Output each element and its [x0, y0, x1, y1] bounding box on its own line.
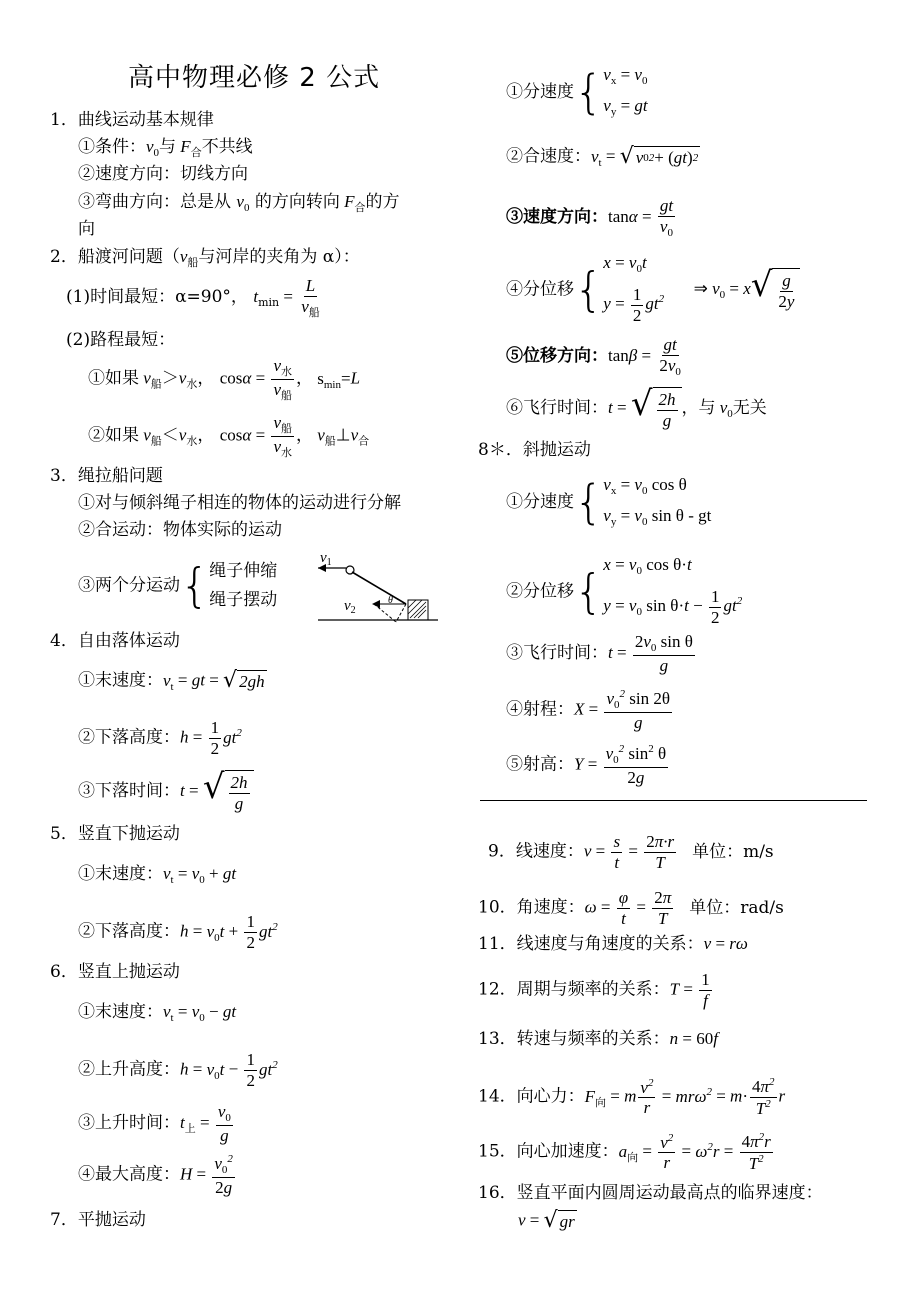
s2-min-path: (2)路程最短： — [66, 330, 176, 350]
s6-max-height: ④最大高度：H = $\frac{v_0^2}{2g}$ — [78, 1153, 233, 1197]
s1-bend-direction: ③弯曲方向：总是从 $v_0$ 的方向转向 $F_合$的方 — [78, 192, 400, 214]
boat-rope-diagram — [314, 548, 440, 624]
q-displacement: ②分位移{ $x = v_0$ cos θ·t $y = v_0$ sin θ·t − $\frac{1}{2}$ $gt^2$ — [506, 555, 743, 627]
p-component-velocity: ①分速度{ $v_x = v_0$ $v_y$ = gt — [506, 65, 648, 120]
s16-critical-velocity-formula: v = √ gr — [518, 1208, 575, 1233]
s3-item-1: ①对与倾斜绳子相连的物体的运动进行分解 — [78, 493, 401, 513]
section-4-heading: 4．自由落体运动 — [50, 631, 180, 651]
s9-linear-velocity: 9．线速度：v = $\frac{s}{t}$ = $\frac{2\pi\cdot r}{T}$ 单位：m/s — [488, 832, 774, 872]
section-3-heading: 3．绳拉船问题 — [50, 466, 163, 486]
section-8-heading: 8＊．斜抛运动 — [478, 440, 591, 460]
s5-fall-height: ②下落高度：$h = v_0t$ + $\frac{1}{2}$ $gt^2$ — [78, 912, 278, 952]
section-1-heading: 1．曲线运动基本规律 — [50, 110, 214, 130]
p-displacement-direction: ⑤位移方向：tanβ = $\frac{gt}{2v_0}$ — [506, 335, 681, 378]
section-divider — [480, 800, 867, 801]
s1-condition: ①条件：$v_0$与 $F_合$不共线 — [78, 137, 253, 159]
s4-final-velocity: ①末速度：$v_t$ = gt = √ 2gh — [78, 668, 265, 693]
s16-critical-velocity-label: 16．竖直平面内圆周运动最高点的临界速度： — [478, 1183, 823, 1203]
section-6-heading: 6．竖直上抛运动 — [50, 962, 180, 982]
s3-item-3: ③两个分运动{ 绳子伸缩 绳子摆动 — [78, 558, 278, 613]
section-7-heading: 7．平抛运动 — [50, 1210, 146, 1230]
q-max-height: ⑤射高：Y = $\frac{v_0^2 \sin^2 \theta}{2g}$ — [506, 743, 667, 787]
s13-speed-frequency: 13．转速与频率的关系：n = 60f — [478, 1029, 718, 1049]
s12-period-frequency: 12．周期与频率的关系：T = $\frac{1}{f}$ — [478, 970, 710, 1010]
s6-rise-height: ②上升高度：$h = v_0t$ − $\frac{1}{2}$ $gt^2$ — [78, 1050, 278, 1090]
rope-line — [352, 572, 406, 604]
s5-final-velocity: ①末速度：$v_t = v_0$ + gt — [78, 864, 237, 886]
section-5-heading: 5．竖直下抛运动 — [50, 824, 180, 844]
s4-fall-height: ②下落高度：h = $\frac{1}{2}$ $gt^2$ — [78, 718, 242, 758]
s10-angular-velocity: 10．角速度：ω = $\frac{\varphi}{t}$ = $\frac{2\pi}{T}$ 单位：rad/s — [478, 888, 784, 928]
section-2-heading: 2．船渡河问题（$v_船$与河岸的夹角为 α）： — [50, 247, 360, 269]
s3-item-2: ②合运动：物体实际的运动 — [78, 520, 282, 540]
q-range: ④射程：X = $\frac{v_0^2 \sin 2\theta}{g}$ — [506, 688, 671, 732]
q-flight-time: ③飞行时间：t = $\frac{2v_0 \sin \theta}{g}$ — [506, 632, 693, 675]
s14-centripetal-force: 14．向心力：$F_向 = m$ $\frac{v^2}{r}$ = mrω$^2$ = m· $\frac{4\pi^2}{T^2}$ r — [478, 1076, 786, 1118]
s4-fall-time: ③下落时间：t = √ $\frac{2h}{g}$ — [78, 770, 254, 813]
p-velocity-direction: ③速度方向：tanα = $\frac{gt}{v_0}$ — [506, 196, 674, 239]
s2-min-time: (1)时间最短：α=90°， $t_{min}$ = $\frac{L}{v_船}$ — [66, 276, 320, 319]
s1-bend-direction-cont: 向 — [78, 219, 95, 239]
s15-centripetal-acceleration: 15．向心加速度：$a_向$ = $\frac{v^2}{r}$ = $\omega^2r$ = $\frac{4\pi^2r}{T^2}$ — [478, 1131, 771, 1173]
p-resultant-velocity: ②合速度：$v_t$ = √ v 0 2 + ( gt ) 2 — [506, 144, 699, 169]
s11-relation: 11．线速度与角速度的关系：v = rω — [478, 934, 748, 954]
s6-final-velocity: ①末速度：$v_t = v_0$ − gt — [78, 1002, 237, 1024]
s2-case-1: ①如果 $v_船>v_水$， cosα = $\frac{v_水}{v_船}$ ， $s_{min}=L$ — [88, 356, 361, 402]
p-displacement: ④分位移{ $x = v_0t$ y = $\frac{1}{2}$ $gt^2$ ⇒ $v_0 = x$ √ $\frac{g}{2y}$ — [506, 254, 800, 325]
diagram-theta-label: θ — [388, 595, 393, 606]
page-title: 高中物理必修 2 公式 — [128, 63, 381, 93]
s6-rise-time: ③上升时间：$t_上$ = $\frac{v_0}{g}$ — [78, 1102, 231, 1145]
diagram-v1-label: $v_1$ — [320, 550, 332, 568]
s1-velocity-direction: ②速度方向：切线方向 — [78, 164, 248, 184]
diagram-v2-label: $v_2$ — [344, 598, 356, 616]
s2-case-2: ②如果 $v_船<v_水$， cosα = $\frac{v_船}{v_水}$ ， $v_船\perp v_合$ — [88, 413, 370, 459]
p-flight-time: ⑥飞行时间：t = √ $\frac{2h}{g}$ ，与 $v_0$无关 — [506, 384, 767, 430]
q-component-velocity: ①分速度{ $v_x = v_0$ cos θ $v_y = v_0$ sin θ - gt — [506, 475, 712, 530]
